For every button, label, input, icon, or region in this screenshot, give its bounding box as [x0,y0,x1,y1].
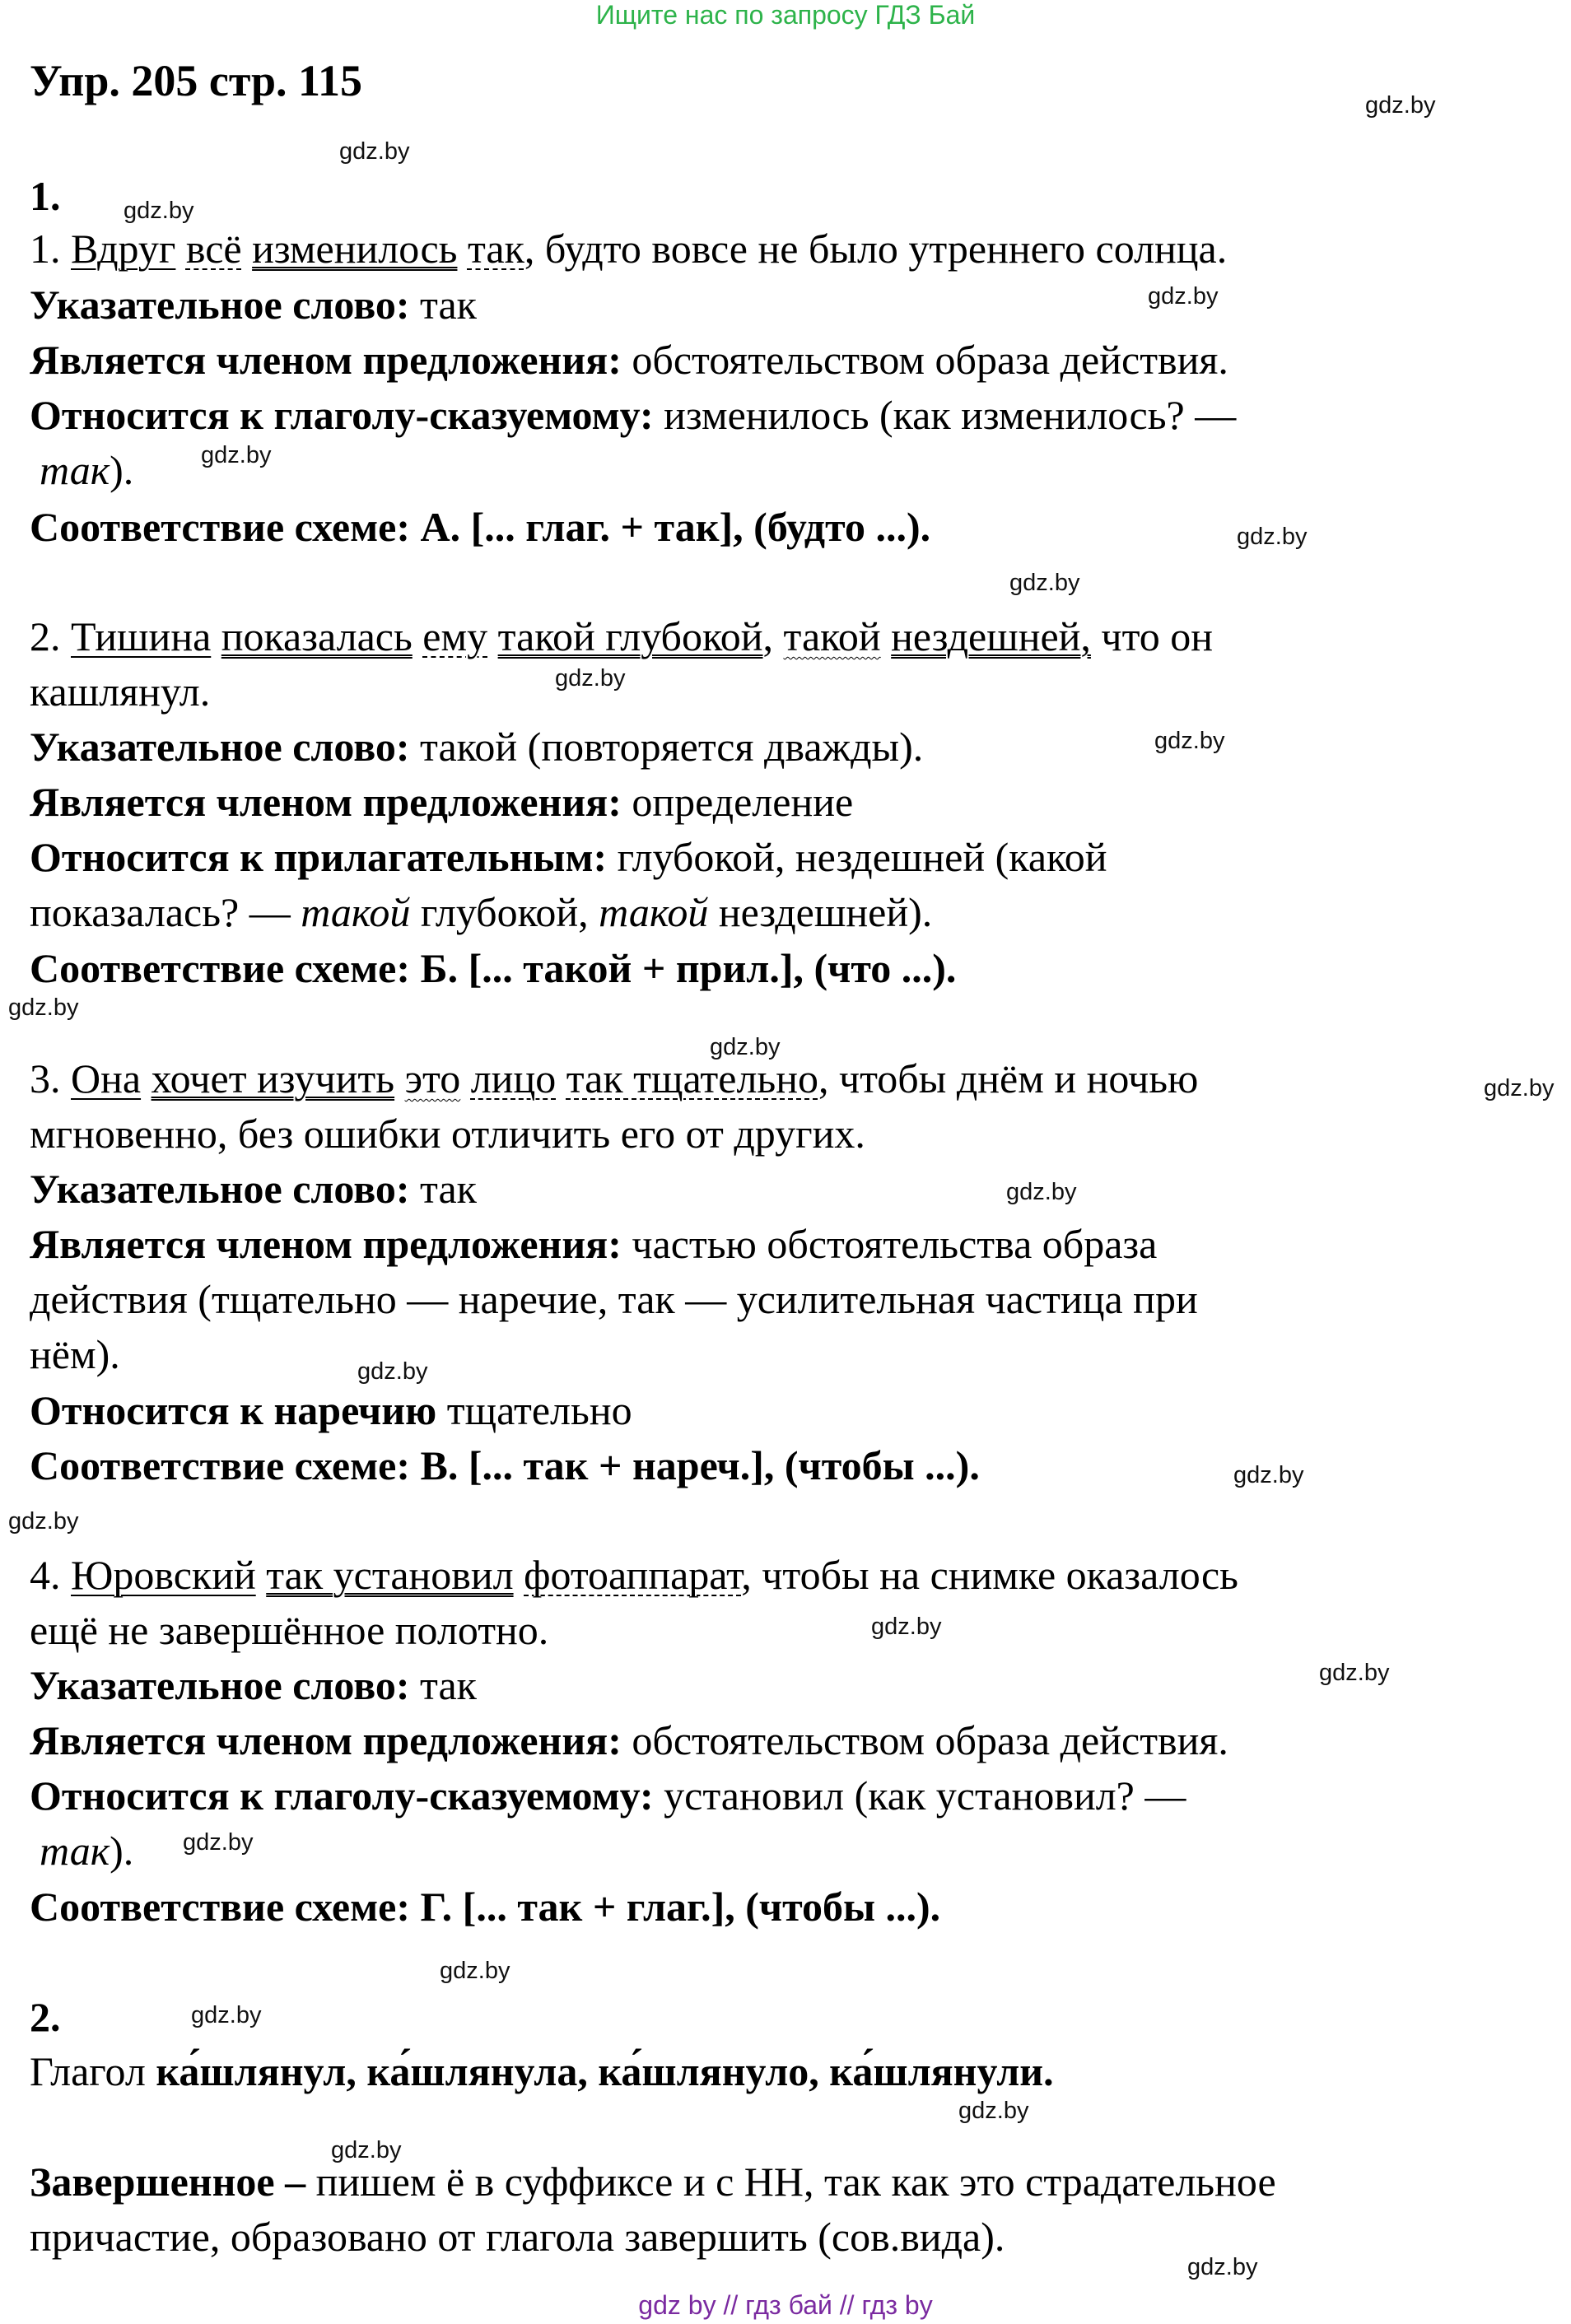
subject: Она [71,1055,142,1101]
watermark: gdz.by [8,1508,79,1535]
scheme-line-1: Соответствие схеме: А. [... глаг. + так], (будто ...). [30,504,931,550]
top-banner[interactable]: Ищите нас по запросу ГДЗ Бай [595,0,976,30]
watermark: gdz.by [710,1034,781,1060]
relates-cont-4: так). [40,1828,134,1874]
member-line-1: Является членом предложения: обстоятельством образа действия. [30,337,1228,383]
scheme-line-4: Соответствие схеме: Г. [... так + глаг.], (чтобы ...). [30,1884,941,1930]
watermark: gdz.by [1009,570,1080,596]
watermark: gdz.by [1484,1075,1555,1101]
indicator-line-2: Указательное слово: такой (повторяется дважды). [30,724,924,770]
sentence-2-cont: кашлянул. [30,668,211,715]
watermark: gdz.by [201,442,272,468]
verb-forms-line: Глагол ка́шлянул, ка́шлянула, ка́шлянуло, ка́шлянули. [30,2048,1054,2094]
sentence-1: 1. Вдруг всё изменилось так, будто вовсе не было утреннего солнца. [30,226,1228,272]
watermark: gdz.by [871,1614,942,1640]
sentence-2: 2. Тишина показалась ему такой глубокой, такой нездешней, что он [30,613,1214,659]
watermark: gdz.by [958,2098,1029,2124]
part2-number: 2. [30,1994,61,2040]
indicator-line-4: Указательное слово: так [30,1662,477,1708]
watermark: gdz.by [339,138,410,165]
predicate: показалась [221,613,413,659]
scheme-line-3: Соответствие схеме: В. [... так + нареч.], (чтобы ...). [30,1442,980,1488]
scheme-line-2: Соответствие схеме: Б. [... такой + прил.], (что ...). [30,945,957,991]
watermark: gdz.by [1319,1660,1390,1686]
watermark: gdz.by [124,198,194,224]
relates-line-4: Относится к глаголу-сказуемому: установил (как установил? — [30,1772,1186,1819]
attribute: это [404,1055,461,1101]
member-cont-3b: нём). [30,1331,120,1377]
subject: Тишина [71,613,212,659]
watermark: gdz.by [1187,2254,1258,2280]
watermark: gdz.by [440,1958,510,1984]
relates-line-1: Относится к глаголу-сказуемому: изменилось (как изменилось? — [30,392,1237,438]
sentence-3: 3. Она хочет изучить это лицо так тщательно, чтобы днём и ночью [30,1055,1199,1101]
sentence-4-cont: ещё не завершённое полотно. [30,1607,549,1653]
watermark: gdz.by [1237,524,1308,550]
circumstance: так тщательно [566,1055,818,1101]
subject: Юровский [71,1552,256,1598]
watermark: gdz.by [555,665,626,692]
finished-line: Завершенное – пишем ё в суффиксе и с НН, так как это страдательное [30,2159,1276,2205]
indicator-line-1: Указательное слово: так [30,282,477,328]
watermark: gdz.by [331,2137,402,2163]
predicate-part: такой глубокой [497,613,763,659]
relates-line-2: Относится к прилагательным: глубокой, нездешней (какой [30,834,1107,880]
watermark: gdz.by [1233,1462,1304,1488]
page-title: Упр. 205 стр. 115 [30,56,363,105]
watermark: gdz.by [1154,728,1225,754]
object: фотоаппарат [524,1552,742,1598]
finished-line-cont: причастие, образовано от глагола завершить (сов.вида). [30,2214,1005,2260]
indicator-word: так [467,226,524,272]
watermark: gdz.by [183,1829,254,1856]
predicate: так установил [266,1552,514,1598]
watermark: gdz.by [8,994,79,1021]
part1-number: 1. [30,173,61,219]
sentence-3-cont: мгновенно, без ошибки отличить его от других. [30,1111,865,1157]
member-line-4: Является членом предложения: обстоятельством образа действия. [30,1717,1228,1763]
indicator-line-3: Указательное слово: так [30,1166,477,1212]
watermark: gdz.by [1365,92,1436,119]
member-line-3: Является членом предложения: частью обстоятельства образа [30,1221,1158,1267]
relates-cont-2: показалась? — такой глубокой, такой нездешней). [30,889,933,935]
predicate: хочет изучить [151,1055,395,1101]
watermark: gdz.by [191,2002,262,2028]
circumstance: всё [185,226,242,272]
member-cont-3a: действия (тщательно — наречие, так — усилительная частица при [30,1276,1198,1322]
watermark: gdz.by [1006,1179,1077,1205]
bottom-banner[interactable]: gdz by // гдз бай // гдз by [638,2290,933,2320]
relates-line-3: Относится к наречию тщательно [30,1387,632,1433]
indicator-word: такой [783,613,881,659]
subject: Вдруг [71,226,176,272]
sentence-4: 4. Юровский так установил фотоаппарат, чтобы на снимке оказалось [30,1552,1238,1598]
predicate: изменилось [252,226,458,272]
member-line-2: Является членом предложения: определение [30,779,854,825]
object: ему [422,613,488,659]
watermark: gdz.by [357,1358,428,1385]
object: лицо [470,1055,557,1101]
predicate-part: нездешней, [891,613,1091,659]
relates-cont-1: так). [40,447,134,493]
watermark: gdz.by [1148,283,1219,310]
